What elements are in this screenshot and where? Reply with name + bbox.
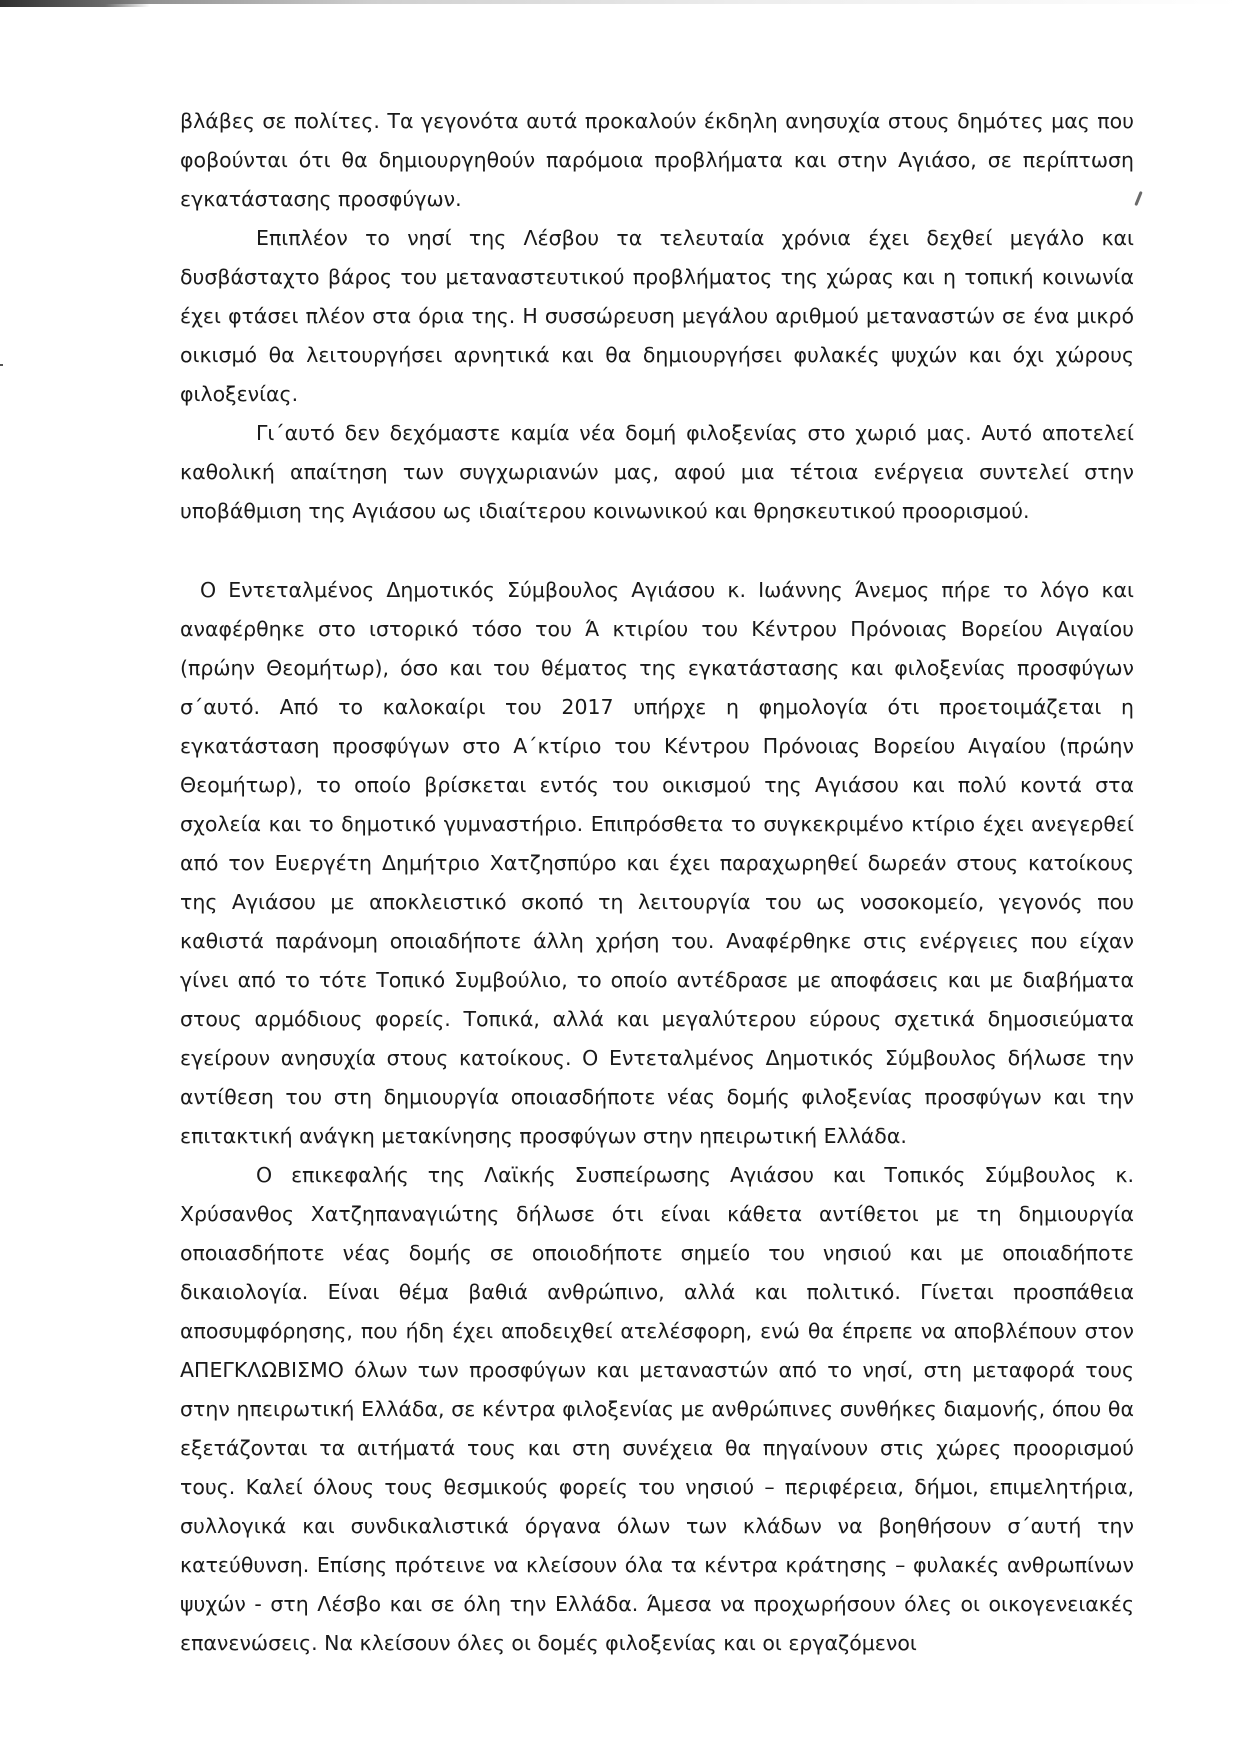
paragraph-4: Ο Εντεταλμένος Δημοτικός Σύμβουλος Αγιάσου κ. Ιωάννης Άνεμος πήρε το λόγο και αναφέρθηκε στο ιστορικό τόσο του Ά κτιρίου του Κέντρου Πρόνοιας Βορείου Αιγαίου (πρώην Θεομήτωρ), όσο και του θέματος της εγκατάστασης και φιλοξενίας προσφύγων σ΄αυτό. Από το καλοκαίρι του 2017 υπήρχε η φημολογία ότι προετοιμάζεται η εγκατάσταση προσφύγων στο Α΄κτίριο του Κέντρου Πρόνοιας Βορείου Αιγαίου (πρώην Θεομήτωρ), το οποίο βρίσκεται εντός του οικισμού της Αγιάσου και πολύ κοντά στα σχολεία και το δημοτικό γυμναστήριο. Επιπρόσθετα το συγκεκριμένο κτίριο έχει ανεγερθεί από τον Ευεργέτη Δημήτριο Χατζησπύρο και έχει παραχωρηθεί δωρεάν στους κατοίκους της Αγιάσου με αποκλειστικό σκοπό τη λειτουργία του ως νοσοκομείο, γεγονός που καθιστά παράνομη οποιαδήποτε άλλη χρήση του. Αναφέρθηκε στις ενέργειες που είχαν γίνει από το τότε Τοπικό Συμβούλιο, το οποίο αντέδρασε με αποφάσεις και με διαβήματα στους αρμόδιους φορείς. Τοπικά, αλλά και μεγαλύτερου εύρους σχετικά δημοσιεύματα εγείρουν ανησυχία στους κατοίκους. Ο Εντεταλμένος Δημοτικός Σύμβουλος δήλωσε την αντίθεση του στη δημιουργία οποιασδήποτε νέας δομής φιλοξενίας προσφύγων και την επιτακτική ανάγκη μετακίνησης προσφύγων στην ηπειρωτική Ελλάδα. <box>180 578 1134 1148</box>
paragraph-5: Ο επικεφαλής της Λαϊκής Συσπείρωσης Αγιάσου και Τοπικός Σύμβουλος κ. Χρύσανθος Χατζηπαναγιώτης δήλωσε ότι είναι κάθετα αντίθετοι με τη δημιουργία οποιασδήποτε νέας δομής σε οποιοδήποτε σημείο του νησιού και με οποιαδήποτε δικαιολογία. Είναι θέμα βαθιά ανθρώπινο, αλλά και πολιτικό. Γίνεται προσπάθεια αποσυμφόρησης, που ήδη έχει αποδειχθεί ατελέσφορη, ενώ θα έπρεπε να αποβλέπουν στον ΑΠΕΓΚΛΩΒΙΣΜΟ όλων των προσφύγων και μεταναστών από το νησί, στη μεταφορά τους στην ηπειρωτική Ελλάδα, σε κέντρα φιλοξενίας με ανθρώπινες συνθήκες διαμονής, όπου θα εξετάζονται τα αιτήματά τους και στη συνέχεια θα πηγαίνουν στις χώρες προορισμού τους. Καλεί όλους τους θεσμικούς φορείς του νησιού – περιφέρεια, δήμοι, επιμελητήρια, συλλογικά και συνδικαλιστικά όργανα όλων των κλάδων να βοηθήσουν σ΄αυτή την κατεύθυνση. Επίσης πρότεινε να κλείσουν όλα τα κέντρα κράτησης – φυλακές ανθρωπίνων ψυχών - στη Λέσβο και σε όλη την Ελλάδα. Άμεσα να προχωρήσουν όλες οι οικογενειακές επανενώσεις. Να κλείσουν όλες οι δομές φιλοξενίας και οι εργαζόμενοι <box>180 1163 1134 1655</box>
paragraph-gap <box>180 531 1134 571</box>
paragraph-3: Γι΄αυτό δεν δεχόμαστε καμία νέα δομή φιλοξενίας στο χωριό μας. Αυτό αποτελεί καθολική απαίτηση των συγχωριανών μας, αφού μια τέτοια ενέργεια συντελεί στην υποβάθμιση της Αγιάσου ως ιδιαίτερου κοινωνικού και θρησκευτικού προορισμού. <box>180 421 1134 523</box>
paragraph-2: Επιπλέον το νησί της Λέσβου τα τελευταία χρόνια έχει δεχθεί μεγάλο και δυσβάσταχτο βάρος του μεταναστευτικού προβλήματος της χώρας και η τοπική κοινωνία έχει φτάσει πλέον στα όρια της. Η συσσώρευση μεγάλου αριθμού μεταναστών σε ένα μικρό οικισμό θα λειτουργήσει αρνητικά και θα δημιουργήσει φυλακές ψυχών και όχι χώρους φιλοξενίας. <box>180 226 1134 406</box>
scan-top-edge <box>0 0 1240 4</box>
pen-mark <box>1134 191 1142 206</box>
document-body <box>180 102 1134 1663</box>
paragraph-1: βλάβες σε πολίτες. Τα γεγονότα αυτά προκαλούν έκδηλη ανησυχία στους δημότες μας που φοβούνται ότι θα δημιουργηθούν παρόμοια προβλήματα και στην Αγιάσο, σε περίπτωση εγκατάστασης προσφύγων. <box>180 109 1134 211</box>
scan-corner-shadow <box>0 0 150 7</box>
scan-margin-mark <box>0 364 3 366</box>
